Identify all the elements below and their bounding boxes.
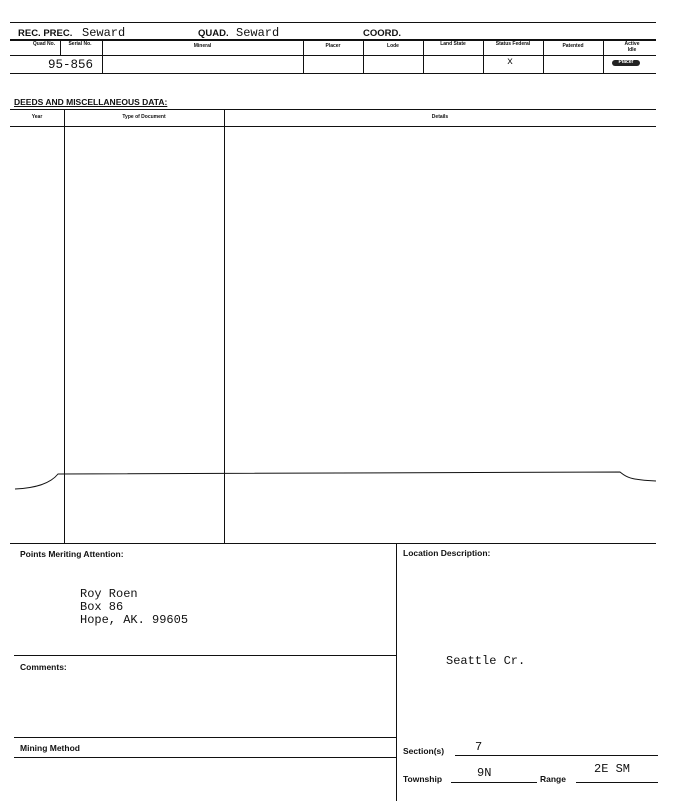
comments-label: Comments: <box>20 662 67 672</box>
deeds-col-details: Details <box>431 114 449 120</box>
points-line-3: Hope, AK. 99605 <box>80 613 189 627</box>
mining-top-rule <box>14 737 396 738</box>
location-value: Seattle Cr. <box>446 654 526 668</box>
col-active-idle: Active Idle <box>624 41 640 53</box>
section-label: Section(s) <box>403 746 445 756</box>
col-land-state: Land State <box>440 41 466 47</box>
col-status-federal: Status Federal <box>495 41 531 47</box>
points-line-2: Box 86 <box>80 600 124 614</box>
deeds-col-type: Type of Document <box>122 114 166 120</box>
lower-col-divider <box>396 543 397 801</box>
col-lode: Lode <box>387 43 399 49</box>
col-placer: Placer <box>325 43 341 49</box>
deeds-header-divider <box>10 126 656 127</box>
col-serial-no: Serial No. <box>68 41 92 47</box>
township-label: Township <box>403 774 443 784</box>
serial-value: 95-856 <box>48 58 94 72</box>
col-mineral: Mineral <box>193 43 212 49</box>
col-patented: Patented <box>562 43 584 49</box>
rec-prec-label: REC. PREC. <box>18 28 73 39</box>
range-value: 2E SM <box>594 762 631 776</box>
range-label: Range <box>540 774 566 784</box>
location-label: Location Description: <box>403 548 491 558</box>
table-top-border <box>10 39 656 41</box>
col-divider <box>423 40 424 73</box>
mining-method-label: Mining Method <box>20 743 80 753</box>
comments-top-rule <box>14 655 396 656</box>
active-idle-stamp: Placer <box>612 60 640 66</box>
points-label: Points Meriting Attention: <box>20 549 124 559</box>
rec-prec-value: Seward <box>82 26 126 40</box>
township-value: 9N <box>477 766 492 780</box>
col-quad-no: Quad No. <box>32 41 56 47</box>
section-rule <box>455 755 658 756</box>
quad-label: QUAD. <box>198 28 229 39</box>
deeds-col-year: Year <box>31 114 43 120</box>
col-divider <box>483 40 484 73</box>
col-divider <box>603 40 604 73</box>
mining-method-rule <box>14 757 396 758</box>
points-line-1: Roy Roen <box>80 587 138 601</box>
quad-value: Seward <box>236 26 280 40</box>
range-rule <box>576 782 658 783</box>
status-federal-mark: x <box>507 57 514 68</box>
col-divider <box>60 40 61 55</box>
coord-label: COORD. <box>363 28 401 39</box>
table-bottom-border <box>10 73 656 74</box>
section-value: 7 <box>475 740 483 754</box>
top-rule <box>10 22 656 23</box>
township-rule <box>451 782 537 783</box>
table-header-divider <box>10 55 656 56</box>
deeds-title: DEEDS AND MISCELLANEOUS DATA: <box>14 97 168 107</box>
page-break-line <box>10 462 656 492</box>
lower-section-top <box>10 543 656 544</box>
deeds-table-top <box>10 109 656 110</box>
